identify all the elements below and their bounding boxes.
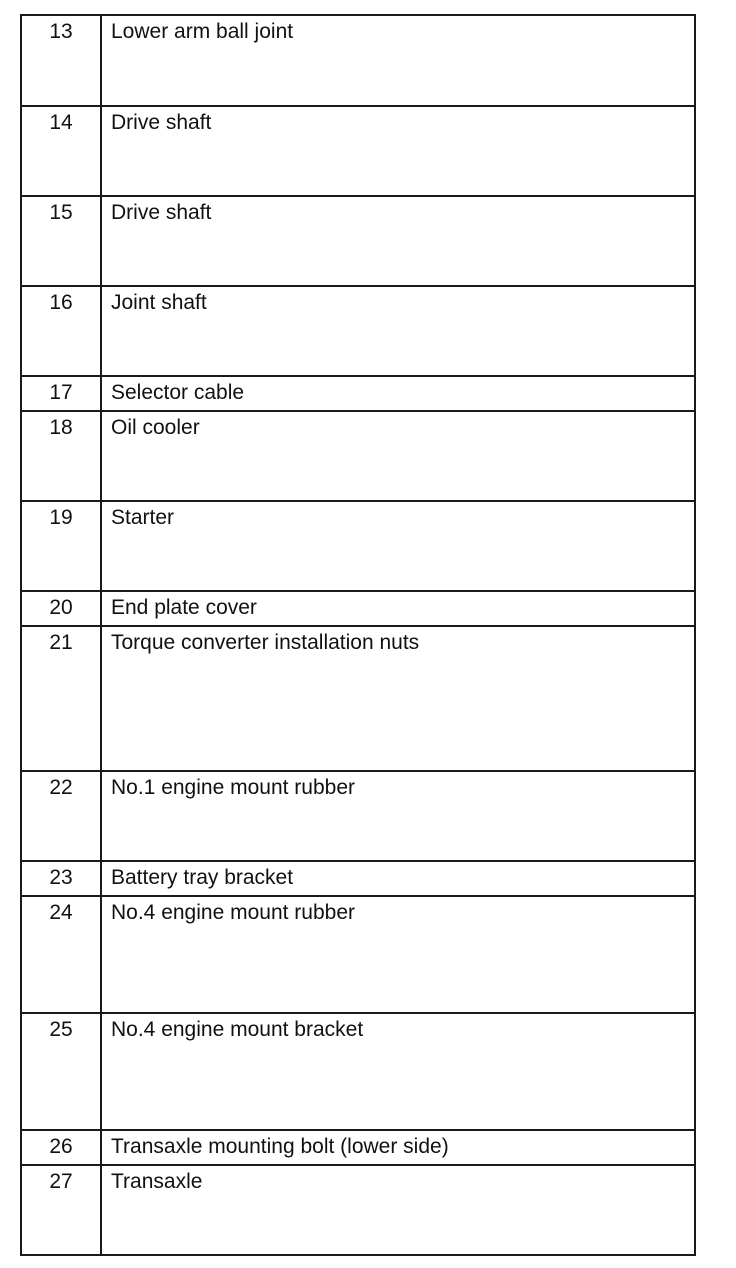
part-number-cell: 27 [21, 1165, 101, 1255]
part-number-cell: 22 [21, 771, 101, 861]
part-name-cell: Starter [101, 501, 695, 591]
table-row [21, 896, 695, 1013]
part-number-cell: 20 [21, 591, 101, 626]
part-number-cell: 24 [21, 896, 101, 1013]
table-row [21, 1165, 695, 1255]
table-row [21, 501, 695, 591]
part-name-cell: No.1 engine mount rubber [101, 771, 695, 861]
part-number-cell: 26 [21, 1130, 101, 1165]
table-row [21, 376, 695, 411]
part-number-cell: 23 [21, 861, 101, 896]
table-row [21, 771, 695, 861]
part-name-cell: Oil cooler [101, 411, 695, 501]
table-row [21, 286, 695, 376]
part-name-cell: Transaxle mounting bolt (lower side) [101, 1130, 695, 1165]
part-name-cell: End plate cover [101, 591, 695, 626]
part-name-cell: No.4 engine mount rubber [101, 896, 695, 1013]
table-row [21, 861, 695, 896]
table-row [21, 626, 695, 771]
part-name-cell: Battery tray bracket [101, 861, 695, 896]
part-number-cell: 17 [21, 376, 101, 411]
table-row [21, 196, 695, 286]
table-row [21, 1130, 695, 1165]
part-name-cell: Lower arm ball joint [101, 15, 695, 106]
table-row [21, 106, 695, 196]
table-row [21, 411, 695, 501]
part-name-cell: Torque converter installation nuts [101, 626, 695, 771]
part-name-cell: Drive shaft [101, 196, 695, 286]
table-row [21, 15, 695, 106]
part-number-cell: 13 [21, 15, 101, 106]
part-name-cell: Joint shaft [101, 286, 695, 376]
part-number-cell: 25 [21, 1013, 101, 1130]
part-name-cell: Transaxle [101, 1165, 695, 1255]
table-row [21, 1013, 695, 1130]
part-number-cell: 16 [21, 286, 101, 376]
table-row [21, 591, 695, 626]
part-name-cell: No.4 engine mount bracket [101, 1013, 695, 1130]
parts-table [20, 14, 696, 1256]
parts-table-body [21, 15, 695, 1255]
part-name-cell: Drive shaft [101, 106, 695, 196]
part-number-cell: 14 [21, 106, 101, 196]
part-number-cell: 18 [21, 411, 101, 501]
part-name-cell: Selector cable [101, 376, 695, 411]
part-number-cell: 21 [21, 626, 101, 771]
part-number-cell: 15 [21, 196, 101, 286]
part-number-cell: 19 [21, 501, 101, 591]
